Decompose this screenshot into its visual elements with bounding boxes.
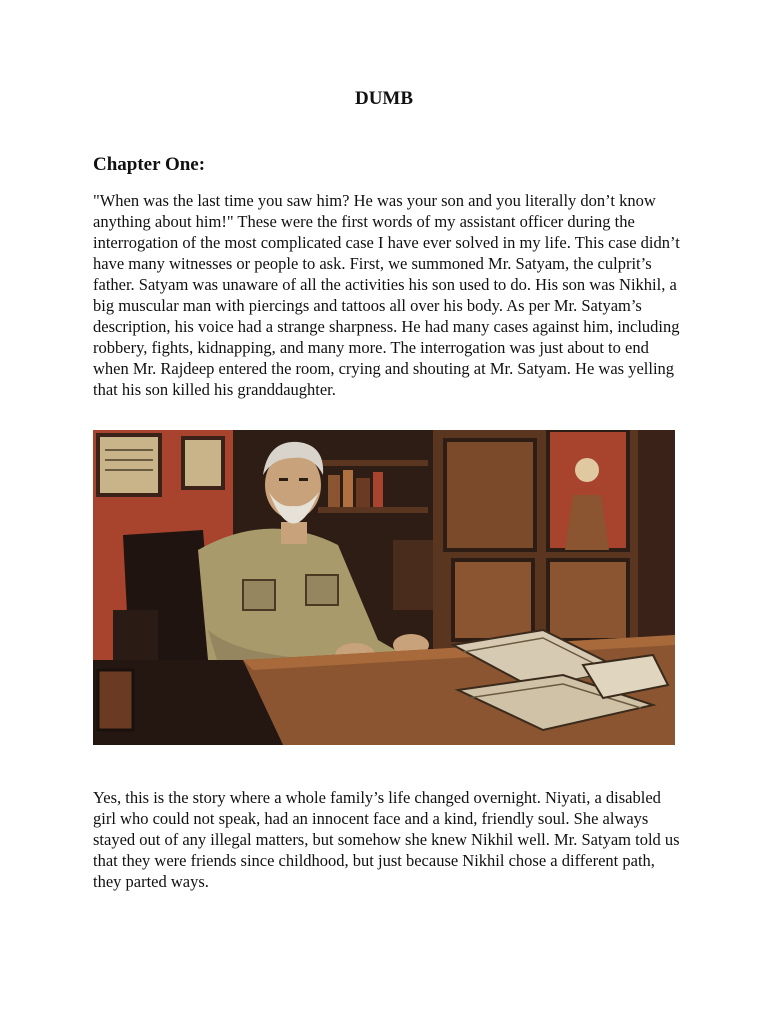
chapter-heading: Chapter One: [93, 154, 206, 175]
paragraph-1: "When was the last time you saw him? He was your son and you literally don’t know anything about him!" These were the first words of my assistant officer during the interrogation of the most complicated case I have ever solved in my life. This case didn’t have many witnesses or people to ask. First, we summoned Mr. Satyam, the culprit’s father. Satyam was unaware of all the activities his son used to do. His son was Nikhil, a big muscular man with piercings and tattoos all over his body. As per Mr. Satyam’s description, his voice had a strange sharpness. He had many cases against him, including robbery, fights, kidnapping, and many more. The interrogation was just about to end when Mr. Rajdeep entered the room, crying and shouting at Mr. Satyam. He was yelling that his son killed his granddaughter. [93, 191, 680, 399]
document-title: DUMB [354, 88, 414, 109]
interrogation-illustration [93, 430, 675, 745]
paragraph-2: Yes, this is the story where a whole family’s life changed overnight. Niyati, a disabled girl who could not speak, had an innocent face and a kind, friendly soul. She always stayed out of any illegal matters, but somehow she knew Nikhil well. Mr. Satyam told us that they were friends since childhood, but just because Nikhil chose a different path, they parted ways. [93, 788, 680, 891]
